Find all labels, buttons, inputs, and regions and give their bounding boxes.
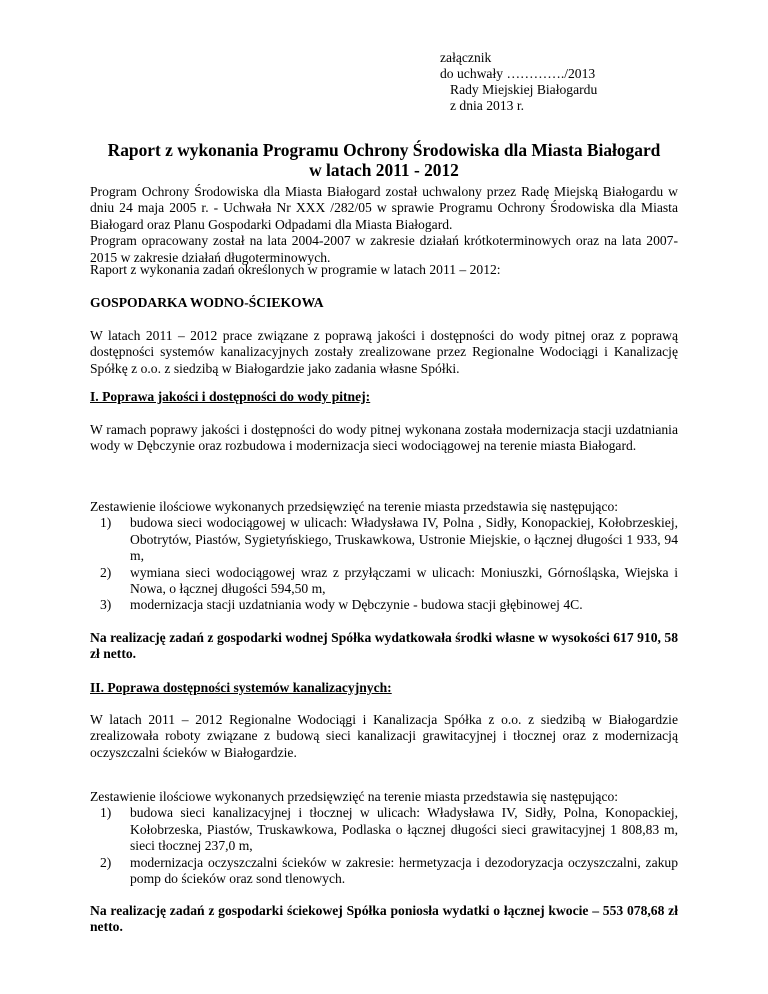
list-item-number: 3) — [100, 597, 112, 613]
intro-paragraph — [90, 184, 678, 266]
list-item — [90, 855, 678, 888]
list-item — [90, 565, 678, 598]
report-intro: Raport z wykonania zadań określonych w programie w latach 2011 – 2012: — [90, 262, 501, 277]
list-item-text: wymiana sieci wodociągowej wraz z przyłączami w ulicach: Moniuszki, Górnośląska, Wiejska i Nowa, o łącznej długości 594,50 m, — [130, 564, 678, 597]
annex-line-2: do uchwały …………./2013 — [440, 66, 596, 81]
list-item-number: 2) — [100, 854, 112, 870]
part2-list-block — [90, 789, 678, 887]
part2-text: W latach 2011 – 2012 Regionalne Wodociągi i Kanalizacja Spółka z o.o. z siedzibą w Białogardzie zrealizowała roboty związane z budową sieci kanalizacji grawitacyjnej i tłocznej oraz z modernizacją oczyszczalni ścieków w Białogardzie. — [90, 712, 678, 760]
list-item-text: modernizacja stacji uzdatniania wody w Dębczynie - budowa stacji głębinowej 4C. — [130, 597, 583, 613]
document-title — [90, 140, 678, 180]
part2-list — [90, 805, 678, 887]
part1-list — [90, 515, 678, 613]
part2-summary: Na realizację zadań z gospodarki ściekowej Spółka poniosła wydatki o łącznej kwocie – 553 078,68 zł netto. — [90, 903, 678, 935]
section-water-text: W latach 2011 – 2012 prace związane z poprawą jakości i dostępności do wody pitnej oraz z poprawą dostępności systemów kanalizacyjnych zostały zrealizowane przez Regionalne Wodociągi i Kanalizację Spółkę z o.o. z siedzibą w Białogardzie jako zadania własne Spółki. — [90, 328, 678, 376]
section-heading-water: GOSPODARKA WODNO-ŚCIEKOWA — [90, 295, 324, 310]
part2-heading: II. Poprawa dostępności systemów kanalizacyjnych: — [90, 680, 392, 695]
title-line-1: Raport z wykonania Programu Ochrony Środowiska dla Miasta Białogard — [107, 140, 661, 160]
list-item-number: 1) — [100, 805, 112, 821]
annex-line-3: Rady Miejskiej Białogardu — [450, 82, 598, 97]
annex-block — [440, 50, 597, 114]
part1-text: W ramach poprawy jakości i dostępności do wody pitnej wykonana została modernizacja stacji uzdatniania wody w Dębczynie oraz rozbudowa i modernizacja sieci wodociągowej na terenie miasta Białogard. — [90, 422, 678, 454]
list-item-text: budowa sieci wodociągowej w ulicach: Władysława IV, Polna , Sidły, Konopackiej, Kołobrzeskiej, Obotrytów, Piastów, Sygietyńskiego, Truskawkowa, Ustronie Miejskie, o łącznej długości 1 933, 94 m, — [130, 515, 678, 564]
list-item-number: 2) — [100, 564, 112, 580]
annex-line-1: załącznik — [440, 50, 492, 65]
part1-heading: I. Poprawa jakości i dostępności do wody pitnej: — [90, 389, 371, 404]
list-item-text: modernizacja oczyszczalni ścieków w zakresie: hermetyzacja i dezodoryzacja oczyszczalni, zakup pomp do ścieków oraz sond tlenowych. — [130, 854, 678, 887]
part1-list-intro: Zestawienie ilościowe wykonanych przedsięwzięć na terenie miasta przedstawia się następująco: — [90, 499, 619, 514]
part1-list-block — [90, 499, 678, 614]
list-item-text: budowa sieci kanalizacyjnej i tłocznej w ulicach: Władysława IV, Sidły, Polna, Konopackiej, Kołobrzeska, Piastów, Truskawkowa, Podlaska o łącznej długości sieci grawitacyjnej 1 808,83 m, sieci tłocznej 237,0 m, — [130, 805, 678, 854]
list-item — [90, 805, 678, 854]
annex-line-4: z dnia 2013 r. — [450, 98, 524, 113]
title-line-2: w latach 2011 - 2012 — [309, 160, 459, 180]
intro-text-2: Program opracowany został na lata 2004-2007 w zakresie działań krótkoterminowych oraz na lata 2007-2015 w zakresie działań długoterminowych. — [90, 233, 678, 265]
intro-text-1: Program Ochrony Środowiska dla Miasta Białogard został uchwalony przez Radę Miejską Białogardu w dniu 24 maja 2005 r. - Uchwała Nr XXX /282/05 w sprawie Programu Ochrony Środowiska dla Miasta Białogard oraz Planu Gospodarki Odpadami dla Miasta Białogard. — [90, 184, 678, 232]
list-item — [90, 515, 678, 564]
list-item-number: 1) — [100, 515, 112, 531]
part2-list-intro: Zestawienie ilościowe wykonanych przedsięwzięć na terenie miasta przedstawia się następująco: — [90, 789, 619, 804]
list-item — [90, 597, 678, 613]
part1-summary: Na realizację zadań z gospodarki wodnej Spółka wydatkowała środki własne w wysokości 617 910, 58 zł netto. — [90, 630, 678, 662]
